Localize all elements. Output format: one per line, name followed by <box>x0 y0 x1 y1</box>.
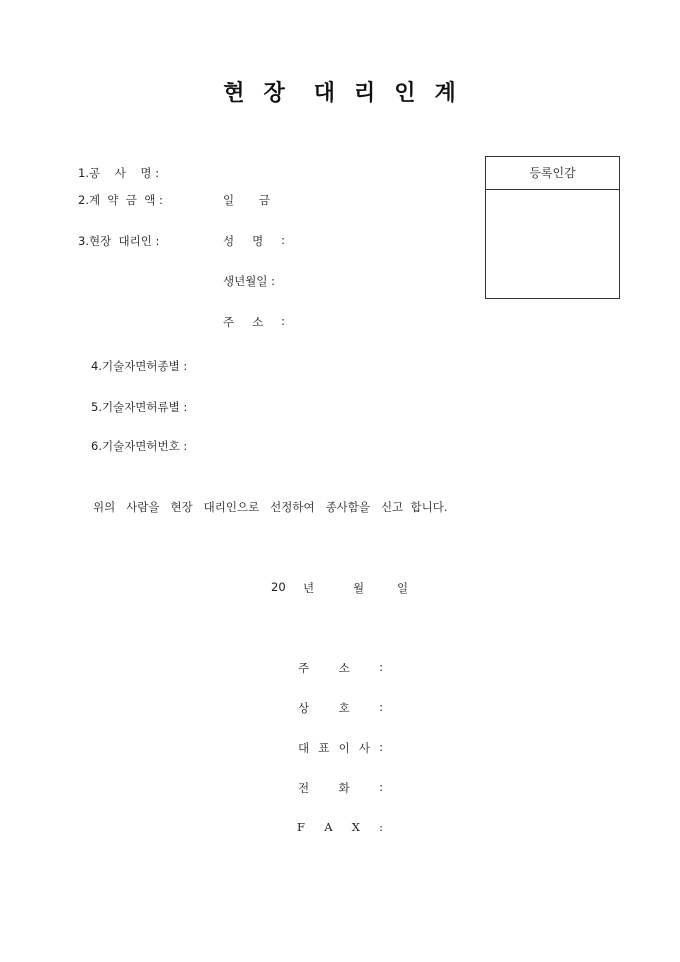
site-agent-label: 3.현장 대리인 : <box>78 234 160 248</box>
representative-char: 대 <box>298 741 310 755</box>
agent-name-char: 성 <box>223 234 235 248</box>
fax-label <box>297 820 383 834</box>
title-char: 리 <box>354 80 377 106</box>
representative-label <box>298 740 383 756</box>
company-name-label <box>298 700 383 716</box>
date-year-prefix: 20 <box>271 580 286 594</box>
company-address-char: 소 <box>338 661 350 675</box>
amount-unit-char: 금 <box>258 193 270 207</box>
amount-unit <box>223 192 270 208</box>
phone-label <box>298 780 383 796</box>
phone-char: 화 <box>338 781 350 795</box>
fax-char: X <box>351 820 360 834</box>
company-name-colon: : <box>379 700 383 714</box>
registered-seal-box <box>485 156 620 299</box>
company-address-char: 주 <box>298 661 310 675</box>
license-class-label: 5.기술자면허류별 : <box>91 400 188 414</box>
page-title <box>0 76 680 107</box>
agent-name-label <box>223 233 285 249</box>
phone-colon: : <box>379 780 383 794</box>
agent-name-char: 명 <box>252 234 264 248</box>
company-address-colon: : <box>379 660 383 674</box>
company-address-label <box>298 660 383 676</box>
declaration-statement: 위의 사람을 현장 대리인으로 선정하여 종사함을 신고 합니다. <box>93 500 448 514</box>
representative-char: 이 <box>338 741 350 755</box>
date-month-label: 월 <box>353 581 365 595</box>
representative-char: 표 <box>318 741 330 755</box>
representative-colon: : <box>379 740 383 754</box>
date-year-label: 년 <box>303 581 315 595</box>
title-char: 대 <box>313 80 336 106</box>
project-name-label: 1.공 사 명 : <box>78 166 160 180</box>
phone-char: 전 <box>298 781 310 795</box>
amount-unit-char: 일 <box>223 193 235 207</box>
license-number-label: 6.기술자면허번호 : <box>91 439 188 453</box>
title-char: 장 <box>263 80 286 106</box>
date-day-label: 일 <box>397 581 409 595</box>
title-char: 계 <box>434 80 457 106</box>
agent-birth-label: 생년월일 : <box>223 274 275 288</box>
agent-address-char: 주 <box>223 315 235 329</box>
agent-address-label <box>223 314 285 330</box>
representative-char: 사 <box>358 741 370 755</box>
date-line <box>271 580 411 596</box>
license-type-label: 4.기술자면허종별 : <box>91 359 188 373</box>
fax-char: A <box>324 820 333 834</box>
fax-colon: : <box>379 820 383 834</box>
agent-address-char: 소 <box>252 315 264 329</box>
contract-amount-label: 2.계 약 금 액 : <box>78 193 163 207</box>
agent-name-colon: : <box>281 233 285 247</box>
title-char: 현 <box>223 80 246 106</box>
fax-char: F <box>297 820 305 834</box>
company-name-char: 상 <box>298 701 310 715</box>
company-name-char: 호 <box>338 701 350 715</box>
title-char: 인 <box>394 80 417 106</box>
seal-label: 등록인감 <box>486 157 619 190</box>
agent-address-colon: : <box>281 314 285 328</box>
